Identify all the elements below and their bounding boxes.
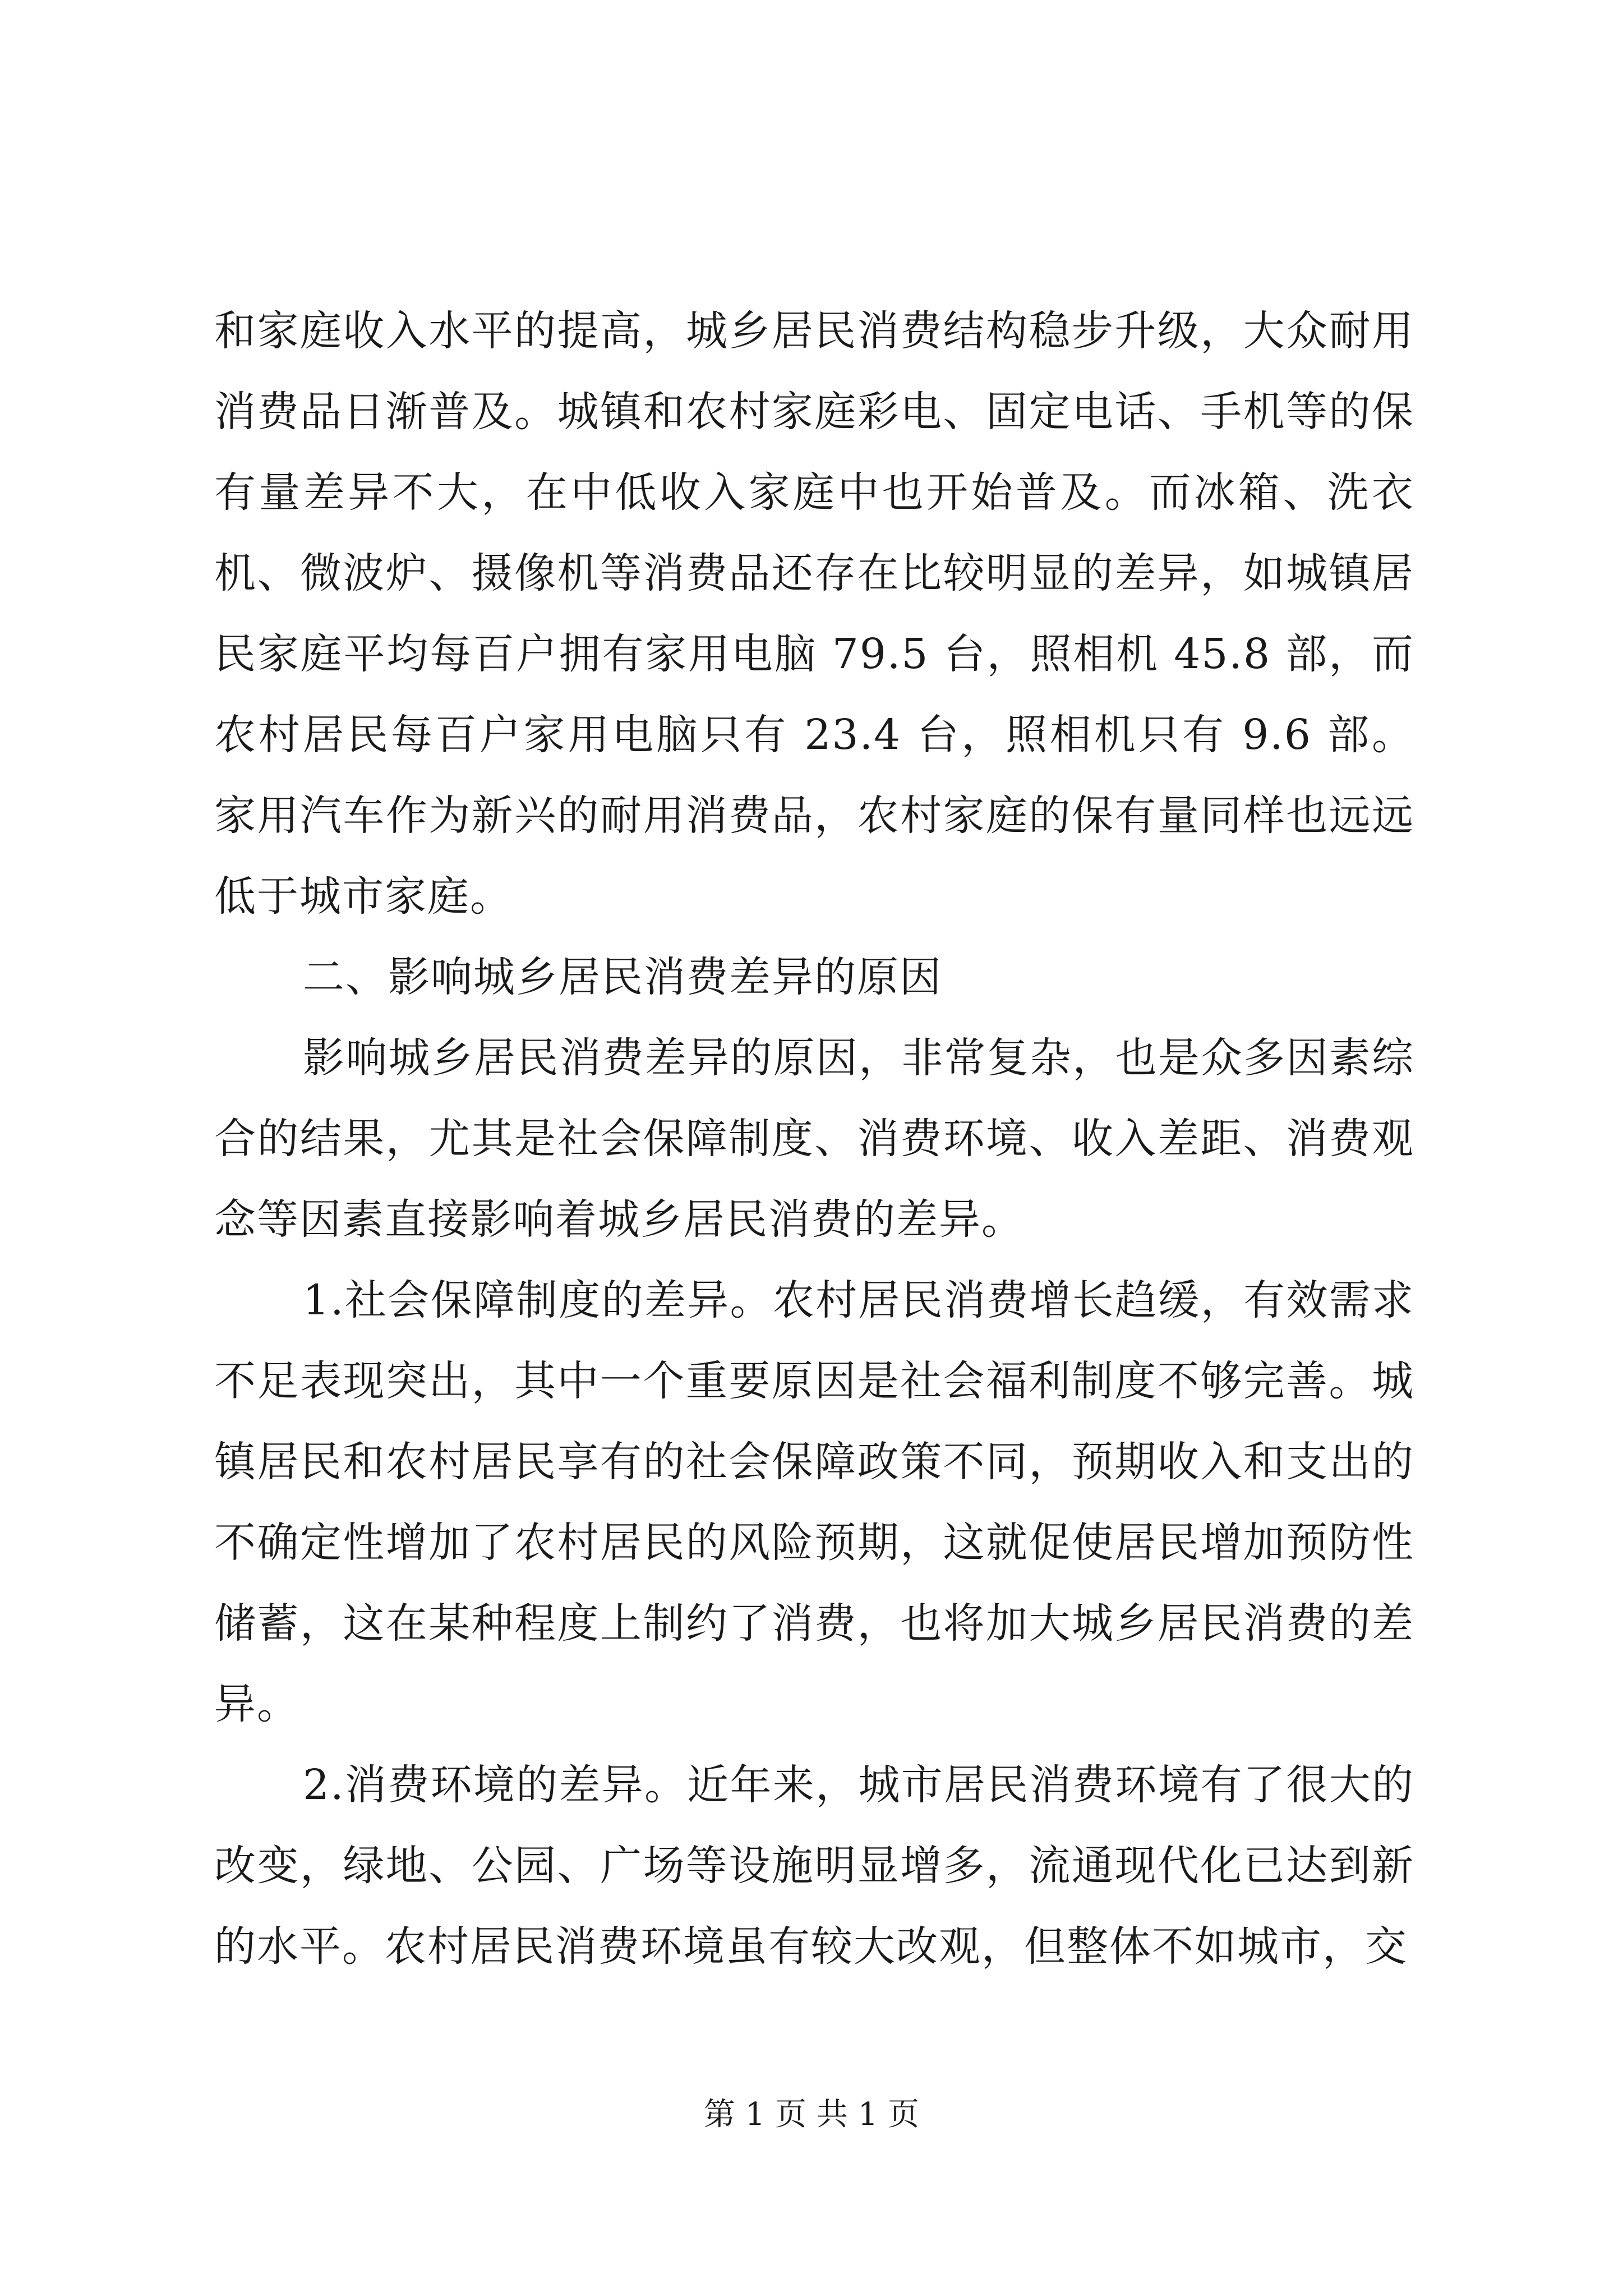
- document-body: [214, 291, 1414, 1987]
- page-footer: 第 1 页 共 1 页: [703, 2096, 920, 2133]
- paragraph-continuation: 和家庭收入水平的提高，城乡居民消费结构稳步升级，大众耐用消费品日渐普及。城镇和农村家庭彩电、固定电话、手机等的保有量差异不大，在中低收入家庭中也开始普及。而冰箱、洗衣机、微波炉、摄像机等消费品还存在比较明显的差异，如城镇居民家庭平均每百户拥有家用电脑 79.5 台，照相机 45.8 部，而农村居民每百户家用电脑只有 23.4 台，照相机只有 9.6 部。家用汽车作为新兴的耐用消费品，农村家庭的保有量同样也远远低于城市家庭。: [214, 307, 1414, 921]
- paragraph-consumption-environment: 2.消费环境的差异。近年来，城市居民消费环境有了很大的改变，绿地、公园、广场等设施明显增多，流通现代化已达到新的水平。农村居民消费环境虽有较大改观，但整体不如城市，交: [214, 1761, 1414, 1971]
- section-heading: 二、影响城乡居民消费差异的原因: [303, 953, 942, 1001]
- paragraph-social-security: 1.社会保障制度的差异。农村居民消费增长趋缓，有效需求不足表现突出，其中一个重要原因是社会福利制度不够完善。城镇居民和农村居民享有的社会保障政策不同，预期收入和支出的不确定性增加了农村居民的风险预期，这就促使居民增加预防性储蓄，这在某种程度上制约了消费，也将加大城乡居民消费的差异。: [214, 1276, 1414, 1728]
- paragraph-causes-intro: 影响城乡居民消费差异的原因，非常复杂，也是众多因素综合的结果，尤其是社会保障制度、消费环境、收入差距、消费观念等因素直接影响着城乡居民消费的差异。: [214, 1034, 1414, 1244]
